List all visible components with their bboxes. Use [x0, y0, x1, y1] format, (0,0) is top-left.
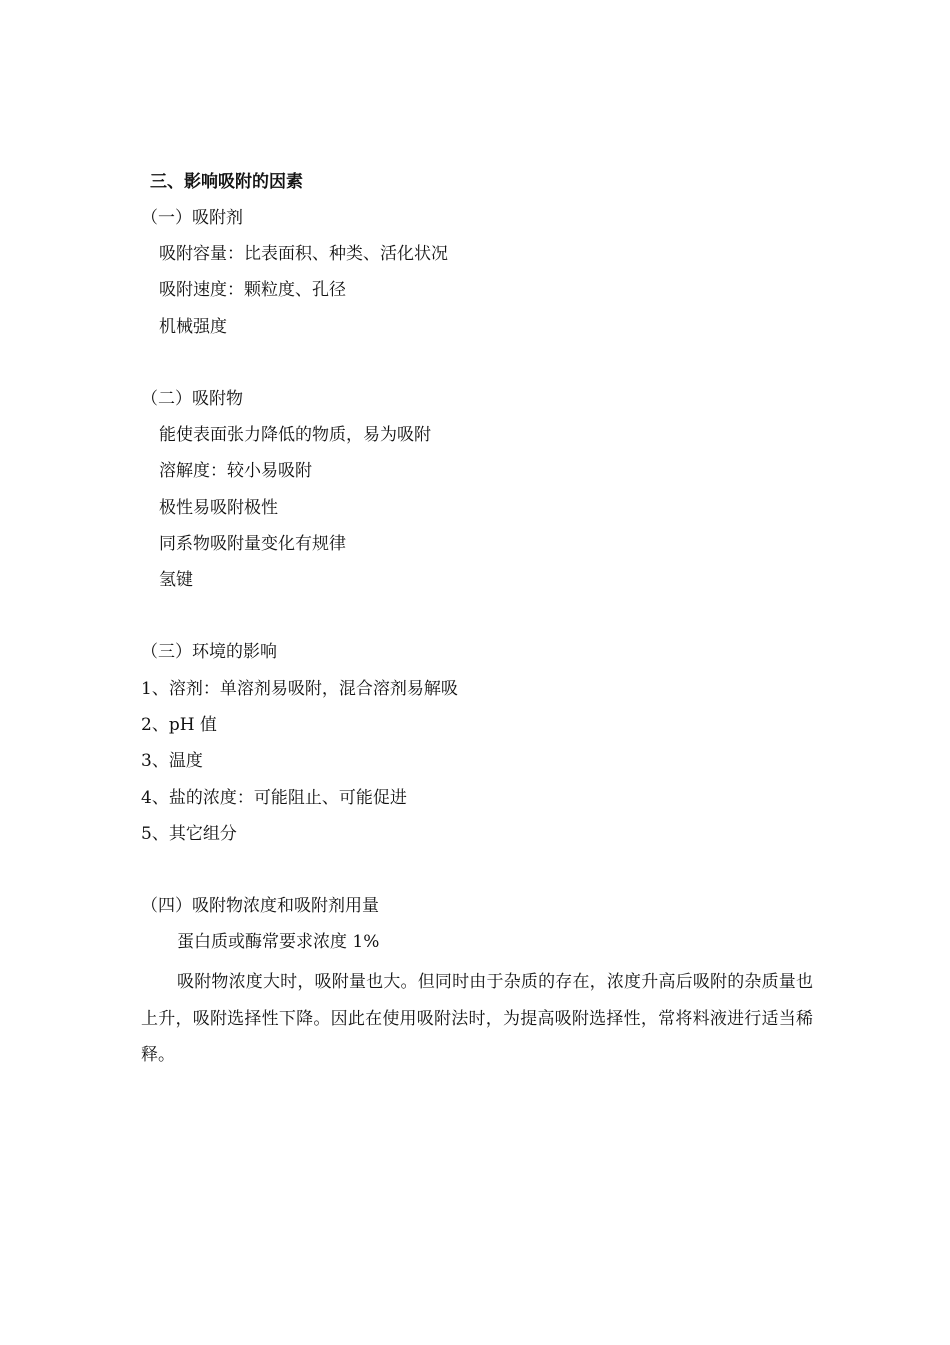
section4-heading: （四）吸附物浓度和吸附剂用量	[141, 896, 379, 916]
section2-item: 溶解度：较小易吸附	[159, 461, 312, 481]
section3-item: 4、盐的浓度：可能阻止、可能促进	[141, 788, 407, 808]
section2-item: 极性易吸附极性	[159, 498, 278, 518]
section-title: 三、影响吸附的因素	[150, 172, 303, 192]
section3-heading: （三）环境的影响	[141, 642, 277, 662]
section1-item: 吸附容量：比表面积、种类、活化状况	[159, 244, 448, 264]
section2-item: 同系物吸附量变化有规律	[159, 534, 346, 554]
section2-heading: （二）吸附物	[141, 389, 243, 409]
section3-item: 2、pH 值	[141, 715, 217, 735]
section3-item: 1、溶剂：单溶剂易吸附，混合溶剂易解吸	[141, 679, 458, 699]
section1-item: 机械强度	[159, 317, 227, 337]
section4-paragraph: 吸附物浓度大时，吸附量也大。但同时由于杂质的存在，浓度升高后吸附的杂质量也上升，吸附选择性下降。因此在使用吸附法时，为提高吸附选择性，常将料液进行适当稀释。	[141, 972, 813, 1065]
section3-item: 5、其它组分	[141, 824, 237, 844]
section2-item: 能使表面张力降低的物质，易为吸附	[159, 425, 431, 445]
section1-heading: （一）吸附剂	[141, 208, 243, 228]
section2-item: 氢键	[159, 570, 193, 590]
section3-item: 3、温度	[141, 751, 203, 771]
section1-item: 吸附速度：颗粒度、孔径	[159, 280, 346, 300]
section4-line: 蛋白质或酶常要求浓度 1%	[177, 932, 380, 952]
